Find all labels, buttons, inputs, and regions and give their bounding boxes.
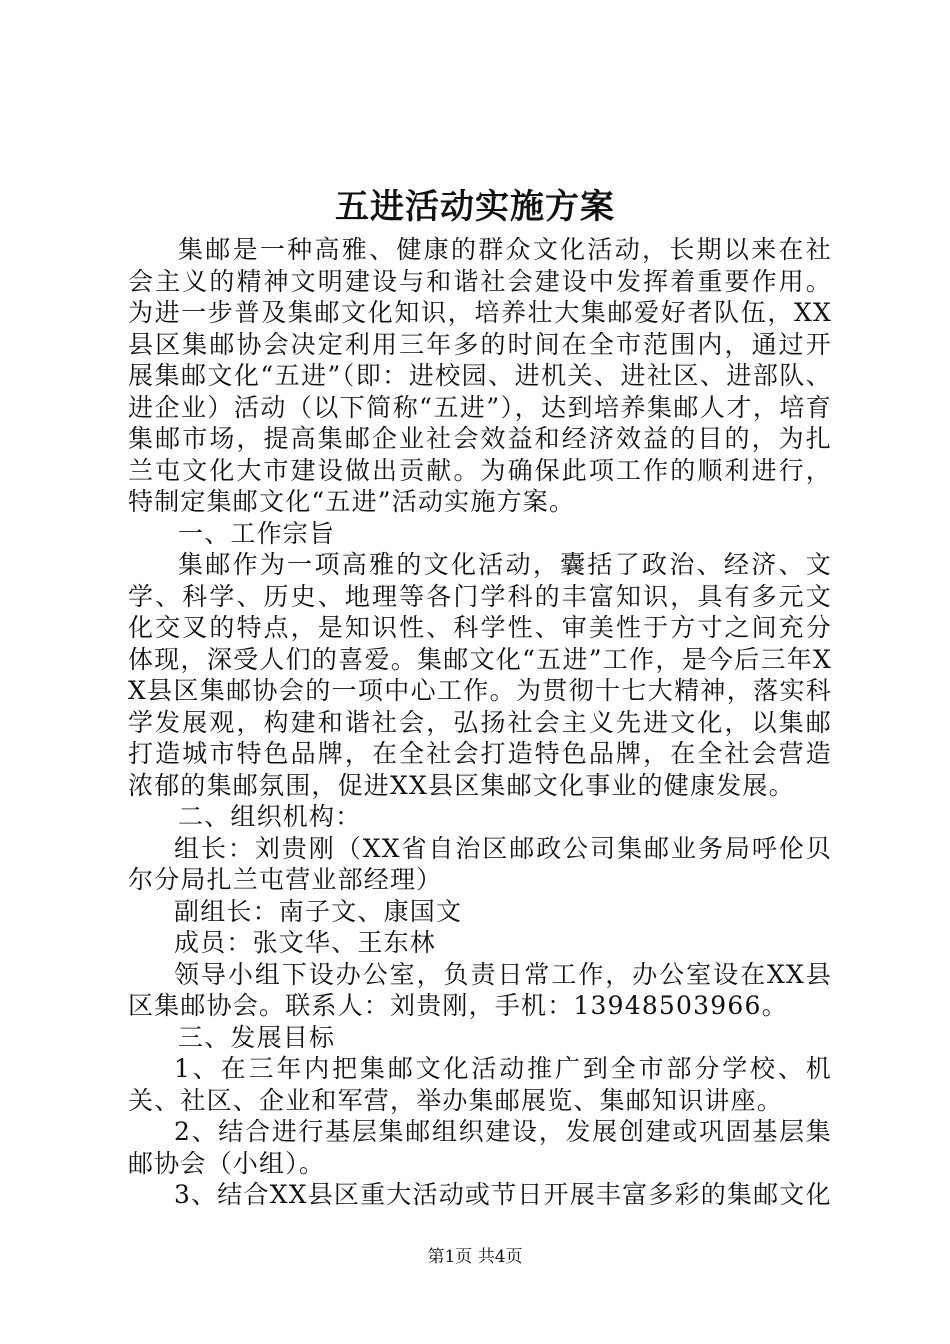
heading-organization: 二、组织机构：	[178, 802, 362, 831]
document-title: 五进活动实施方案	[335, 187, 615, 227]
page-footer: 第1页 共4页	[427, 1247, 523, 1267]
paragraph-leader: 组长：刘贵刚（XX省自治区邮政公司集邮业务局呼伦贝尔分局扎兰屯营业部经理）	[128, 833, 832, 894]
document-body	[128, 234, 832, 1211]
list-item-goal-1: 1、在三年内把集邮文化活动推广到全市部分学校、机关、社区、企业和军营，举办集邮展览、集邮知识讲座。	[128, 1054, 832, 1115]
paragraph-members: 成员：张文华、王东林	[174, 928, 437, 957]
heading-goals: 三、发展目标	[178, 1022, 336, 1052]
list-item-goal-3: 3、结合XX县区重大活动或节日开展丰富多彩的集邮文化	[174, 1180, 832, 1209]
paragraph-deputy-leader: 副组长：南子文、康国文	[174, 896, 463, 926]
heading-work-purpose: 一、工作宗旨	[178, 518, 336, 548]
paragraph-office: 领导小组下设办公室，负责日常工作，办公室设在XX县区集邮协会。联系人：刘贵刚，手机：13948503966。	[128, 959, 832, 1020]
paragraph-work-purpose: 集邮作为一项高雅的文化活动，囊括了政治、经济、文学、科学、历史、地理等各门学科的丰富知识，具有多元文化交叉的特点，是知识性、科学性、审美性于方寸之间充分体现，深受人们的喜爱。集邮文化“五进”工作，是今后三年XX县区集邮协会的一项中心工作。为贯彻十七大精神，落实科学发展观，构建和谐社会，弘扬社会主义先进文化，以集邮打造城市特色品牌，在全社会打造特色品牌，在全社会营造浓郁的集邮氛围，促进XX县区集邮文化事业的健康发展。	[128, 550, 832, 800]
paragraph-intro: 集邮是一种高雅、健康的群众文化活动，长期以来在社会主义的精神文明建设与和谐社会建设中发挥着重要作用。为进一步普及集邮文化知识，培养壮大集邮爱好者队伍，XX县区集邮协会决定利用三年多的时间在全市范围内，通过开展集邮文化“五进”（即：进校园、进机关、进社区、进部队、进企业）活动（以下简称“五进”），达到培养集邮人才，培育集邮市场，提高集邮企业社会效益和经济效益的目的，为扎兰屯文化大市建设做出贡献。为确保此项工作的顺利进行，特制定集邮文化“五进”活动实施方案。	[128, 235, 832, 516]
list-item-goal-2: 2、结合进行基层集邮组织建设，发展创建或巩固基层集邮协会（小组）。	[128, 1117, 832, 1178]
